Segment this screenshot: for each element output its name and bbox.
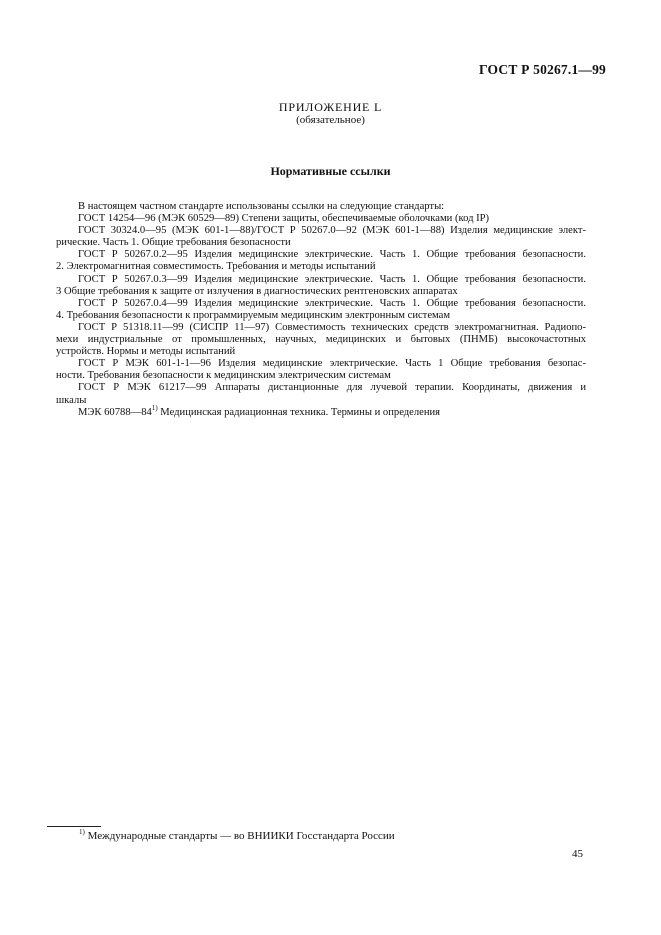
reference-line: 4. Требования безопасности к программируемым медицинским электронным системам	[56, 309, 451, 321]
reference-item	[56, 403, 586, 419]
reference-line: 2. Электромагнитная совместимость. Требования и методы испытаний	[56, 261, 376, 273]
document-code-header: ГОСТ Р 50267.1—99	[479, 62, 606, 77]
reference-line: устройств. Нормы и методы испытаний	[56, 346, 236, 358]
reference-line: ГОСТ Р 50267.0.2—95 Изделия медицинские электрические. Часть 1. Общие требования безопасности.	[78, 249, 586, 261]
reference-line: ГОСТ Р МЭК 61217—99 Аппараты дистанционные для лучевой терапии. Координаты, движения и	[78, 382, 586, 394]
reference-item: ГОСТ 14254—96 (МЭК 60529—89) Степени защиты, обеспечиваемые оболочками (код IP)	[78, 213, 490, 225]
section-title: Нормативные ссылки	[270, 164, 391, 178]
reference-line: 3 Общие требования к защите от излучения в диагностических рентгеновских аппаратах	[56, 285, 458, 297]
reference-item	[56, 322, 586, 358]
reference-code: МЭК 60788—84	[78, 406, 152, 418]
reference-title: Медицинская радиационная техника. Термины и определения	[157, 406, 441, 418]
references-body	[56, 201, 586, 419]
reference-line: ГОСТ 30324.0—95 (МЭК 601-1—88)/ГОСТ Р 50267.0—92 (МЭК 601-1—88) Изделия медицинские элект-	[78, 225, 586, 237]
footnote-divider	[47, 826, 101, 827]
footnote-text: Международные стандарты — во ВНИИКИ Госстандарта России	[84, 830, 395, 842]
appendix-subtitle: (обязательное)	[296, 114, 365, 126]
reference-line: ГОСТ Р 50267.0.3—99 Изделия медицинские электрические. Часть 1. Общие требования безопасности.	[78, 273, 586, 285]
reference-line: ГОСТ Р МЭК 601-1-1—96 Изделия медицинские электрические. Часть 1 Общие требования безопас-	[78, 358, 586, 370]
reference-line: мехи индустриальные от промышленных, научных, медицинских и бытовых (ПНМБ) высокочастотных	[56, 334, 586, 346]
appendix-title: ПРИЛОЖЕНИЕ L	[278, 100, 383, 114]
footnote	[79, 830, 395, 842]
reference-line: ГОСТ Р 51318.11—99 (СИСПР 11—97) Совместимость технических средств электромагнитная. Радиопо-	[78, 321, 586, 333]
reference-item	[56, 274, 586, 298]
reference-item	[56, 225, 586, 249]
reference-line: шкалы	[56, 394, 87, 406]
reference-item	[56, 298, 586, 322]
page-number: 45	[572, 848, 583, 860]
intro-paragraph: В настоящем частном стандарте использованы ссылки на следующие стандарты:	[78, 201, 445, 212]
reference-item	[56, 382, 586, 406]
reference-line: ГОСТ Р 50267.0.4—99 Изделия медицинские электрические. Часть 1. Общие требования безопасности.	[78, 297, 586, 309]
footnote-marker: 1)	[79, 828, 85, 836]
footnote-marker: 1)	[151, 403, 158, 412]
reference-item	[56, 358, 586, 382]
reference-line: рические. Часть 1. Общие требования безопасности	[56, 237, 291, 249]
reference-item	[56, 249, 586, 273]
reference-line: ности. Требования безопасности к медицинским электрическим системам	[56, 370, 391, 382]
